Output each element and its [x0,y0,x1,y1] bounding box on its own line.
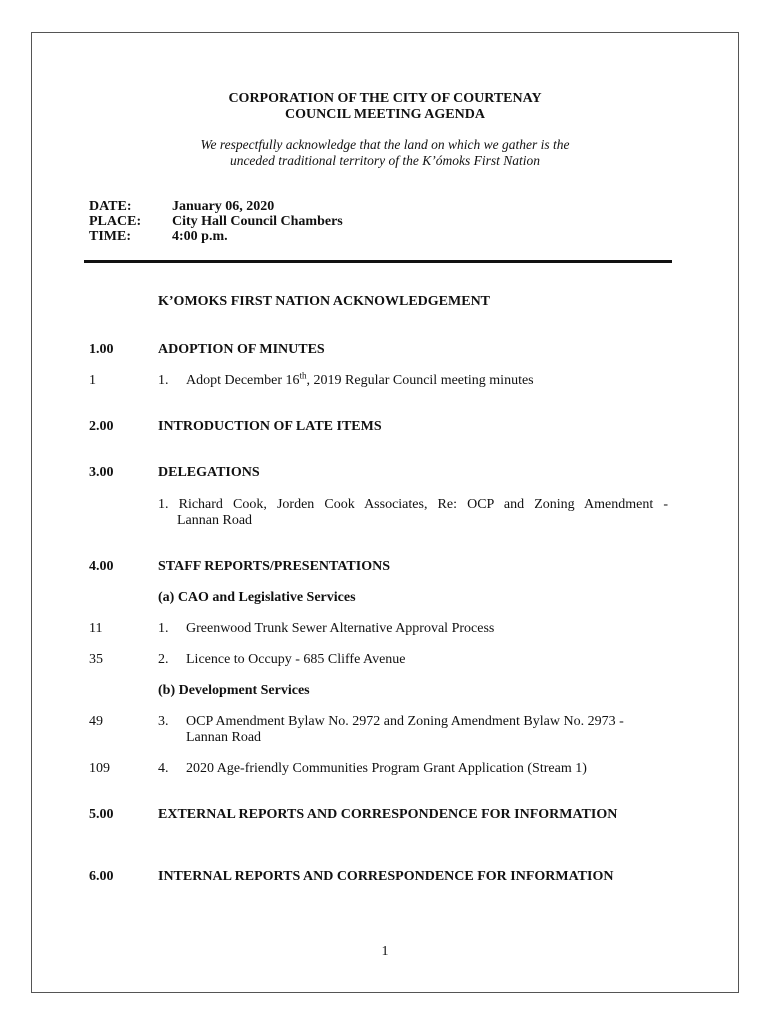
agenda-item-grant[interactable]: 2020 Age-friendly Communities Program Grant Application (Stream 1) [186,761,587,776]
place-label: PLACE: [89,214,142,229]
agenda-item-licence[interactable]: Licence to Occupy - 685 Cliffe Avenue [186,652,406,667]
header-divider [84,260,672,263]
agenda-item-minutes[interactable]: Adopt December 16th, 2019 Regular Council meeting minutes [186,370,534,388]
item-page-number: 11 [89,621,103,636]
acknowledgement-line1: We respectfully acknowledge that the land on which we gather is the [200,137,570,152]
time-label: TIME: [89,229,131,244]
item-page-number: 49 [89,714,103,729]
item-marker: 2. [158,652,169,667]
section-number: 3.00 [89,465,114,480]
section-title-staff-reports: STAFF REPORTS/PRESENTATIONS [158,559,390,574]
date-value: January 06, 2020 [172,199,275,214]
page-number: 1 [381,944,389,959]
section-number: 1.00 [89,342,114,357]
section-number: 6.00 [89,869,114,884]
section-title-external-reports: EXTERNAL REPORTS AND CORRESPONDENCE FOR INFORMATION [158,807,618,822]
date-label: DATE: [89,199,132,214]
item-page-number: 1 [89,373,96,388]
acknowledgement-line2: unceded traditional territory of the K’ómoks First Nation [229,153,541,168]
section-title-delegations: DELEGATIONS [158,465,260,480]
section-title-minutes: ADOPTION OF MINUTES [158,342,325,357]
first-nation-ack-heading: K’OMOKS FIRST NATION ACKNOWLEDGEMENT [158,294,491,309]
item-page-number: 109 [89,761,110,776]
item-marker: 1. [158,373,169,388]
item-marker: 3. [158,714,169,729]
section-number: 2.00 [89,419,114,434]
place-value: City Hall Council Chambers [172,214,343,229]
agenda-item-ocp-bylaw[interactable]: OCP Amendment Bylaw No. 2972 and Zoning Amendment Bylaw No. 2973 - [186,714,624,729]
doc-title-line2: COUNCIL MEETING AGENDA [285,107,485,122]
item-page-number: 35 [89,652,103,667]
item-marker: 1. [158,621,169,636]
item-marker: 4. [158,761,169,776]
section-title-late-items: INTRODUCTION OF LATE ITEMS [158,419,382,434]
agenda-item-ocp-bylaw-cont: Lannan Road [186,730,262,745]
agenda-item-delegation[interactable]: 1. Richard Cook, Jorden Cook Associates, Re: OCP and Zoning Amendment - [158,497,668,512]
doc-title-line1: CORPORATION OF THE CITY OF COURTENAY [228,91,542,106]
section-number: 4.00 [89,559,114,574]
agenda-item-delegation-cont: Lannan Road [177,513,253,528]
section-title-internal-reports: INTERNAL REPORTS AND CORRESPONDENCE FOR INFORMATION [158,869,614,884]
agenda-item-sewer[interactable]: Greenwood Trunk Sewer Alternative Approval Process [186,621,495,636]
section-number: 5.00 [89,807,114,822]
subsection-development: (b) Development Services [158,683,310,698]
subsection-cao: (a) CAO and Legislative Services [158,590,356,605]
time-value: 4:00 p.m. [172,229,228,244]
